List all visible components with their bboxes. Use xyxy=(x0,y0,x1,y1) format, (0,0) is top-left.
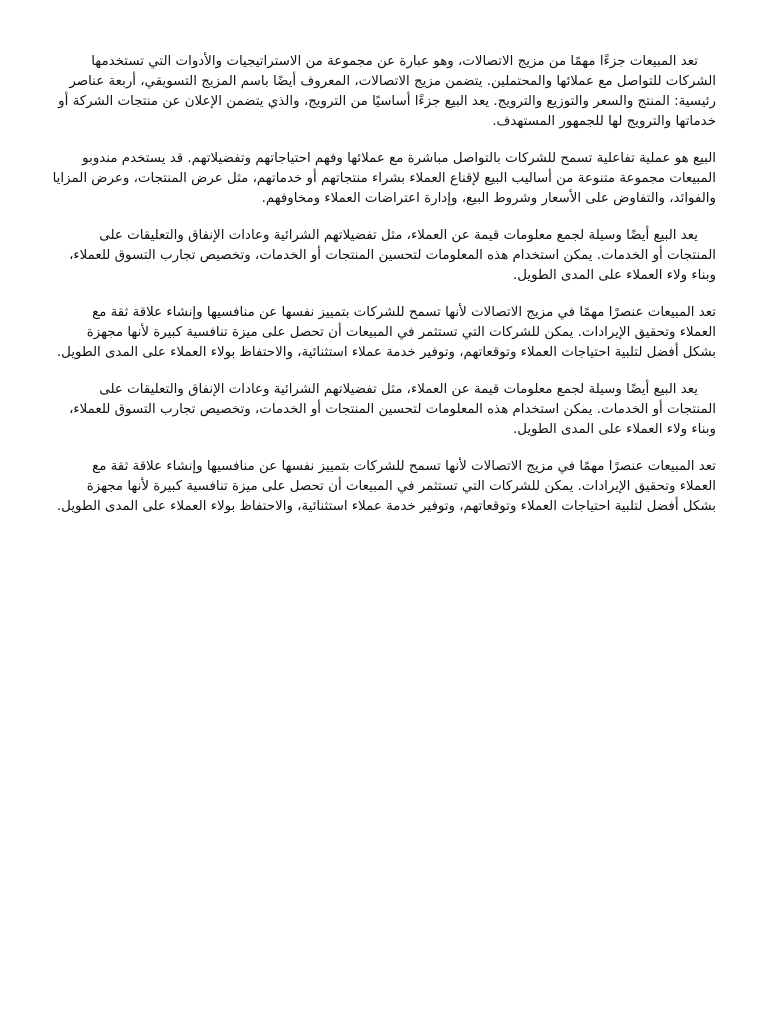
paragraph-5: يعد البيع أيضًا وسيلة لجمع معلومات قيمة عن العملاء، مثل تفضيلاتهم الشرائية وعادات الإنفاق والتعليقات على المنتجات أو الخدمات. يمكن استخدام هذه المعلومات لتحسين المنتجات أو الخدمات، وتخصيص تجارب التسوق للعملاء، وبناء ولاء العملاء على المدى الطويل. xyxy=(69,382,716,437)
paragraph-6: تعد المبيعات عنصرًا مهمًا في مزيج الاتصالات لأنها تسمح للشركات بتمييز نفسها عن منافسيها وإنشاء علاقة ثقة مع العملاء وتحقيق الإيرادات. يمكن للشركات التي تستثمر في المبيعات أن تحصل على ميزة تنافسية كبيرة لأنها مجهزة بشكل أفضل لتلبية احتياجات العملاء وتوقعاتهم، وتوفير خدمة عملاء استثنائية، والاحتفاظ بولاء العملاء على المدى الطويل. xyxy=(56,459,716,514)
paragraph-2: البيع هو عملية تفاعلية تسمح للشركات بالتواصل مباشرة مع عملائها وفهم احتياجاتهم وتفضيلاتهم. قد يستخدم مندوبو المبيعات مجموعة متنوعة من أساليب البيع لإقناع العملاء بشراء منتجاتهم أو خدماتهم، مثل عرض المنتجات، وعرض المزايا والفوائد، والتفاوض على الأسعار وشروط البيع، وإدارة اعتراضات العملاء ومخاوفهم. xyxy=(52,151,716,206)
paragraph-4: تعد المبيعات عنصرًا مهمًا في مزيج الاتصالات لأنها تسمح للشركات بتمييز نفسها عن منافسيها وإنشاء علاقة ثقة مع العملاء وتحقيق الإيرادات. يمكن للشركات التي تستثمر في المبيعات أن تحصل على ميزة تنافسية كبيرة لأنها مجهزة بشكل أفضل لتلبية احتياجات العملاء وتوقعاتهم، وتوفير خدمة عملاء استثنائية، والاحتفاظ بولاء العملاء على المدى الطويل. xyxy=(56,305,716,360)
document-page xyxy=(52,52,716,534)
paragraph-1: تعد المبيعات جزءًا مهمًا من مزيج الاتصالات، وهو عبارة عن مجموعة من الاستراتيجيات والأدوات التي تستخدمها الشركات للتواصل مع عملائها والمحتملين. يتضمن مزيج الاتصالات، المعروف أيضًا باسم المزيج التسويقي، أربعة عناصر رئيسية: المنتج والسعر والتوزيع والترويج. يعد البيع جزءًا أساسيًا من الترويج، والذي يتضمن الإعلان عن منتجات الشركة أو خدماتها والترويج لها للجمهور المستهدف. xyxy=(58,54,716,129)
paragraph-3: يعد البيع أيضًا وسيلة لجمع معلومات قيمة عن العملاء، مثل تفضيلاتهم الشرائية وعادات الإنفاق والتعليقات على المنتجات أو الخدمات. يمكن استخدام هذه المعلومات لتحسين المنتجات أو الخدمات، وتخصيص تجارب التسوق للعملاء، وبناء ولاء العملاء على المدى الطويل. xyxy=(69,228,716,283)
